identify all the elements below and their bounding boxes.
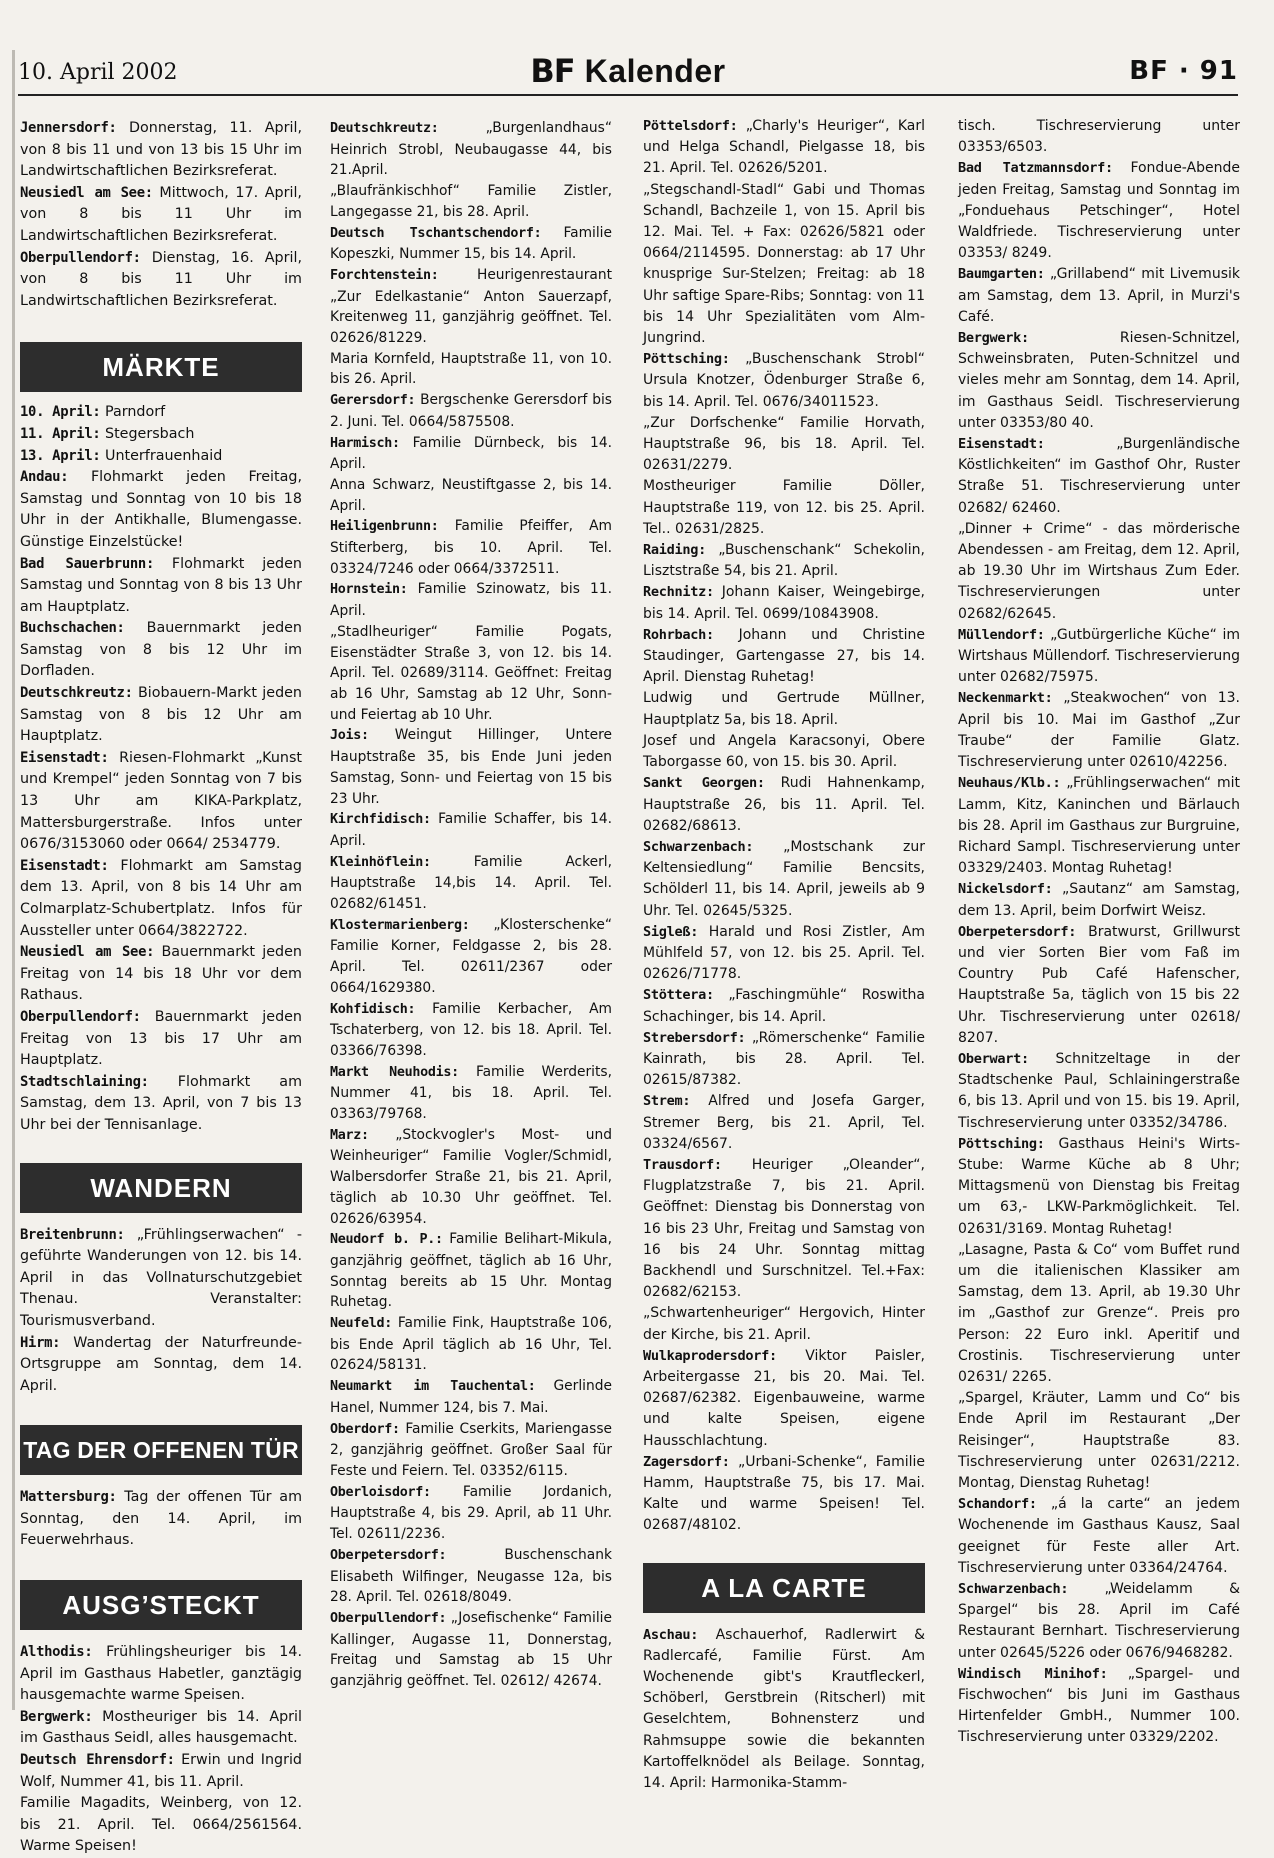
listing-place: 10. April: (20, 404, 101, 421)
listing-place: Neusiedl am See: (20, 184, 153, 201)
listing-entry (20, 402, 302, 424)
listing-entry (20, 1225, 302, 1333)
listing-entry (643, 476, 925, 540)
listing-entry (958, 264, 1240, 328)
listing-text: Tag der offenen Tür am Sonntag, den 14. April, im Feuerwehrhaus. (20, 1489, 302, 1549)
listing-entry (958, 922, 1240, 1049)
wandern-list (20, 1225, 302, 1398)
listing-place: Sankt Georgen: (643, 775, 765, 792)
listing-place: Oberwart: (958, 1050, 1029, 1067)
listing-place: Oberloisdorf: (330, 1484, 431, 1500)
listing-entry (330, 1125, 612, 1230)
listing-entry (643, 1625, 925, 1795)
listing-text: „Spargel, Kräuter, Lamm und Co“ bis Ende April im Restaurant „Der Reisinger“, Hauptstraße 83. Tischreservierung unter 02631/2212. Montag, Dienstag Ruhetag! (958, 1390, 1240, 1491)
listing-place: Marz: (330, 1127, 369, 1143)
listing-entry (330, 349, 612, 390)
listing-text: Flohmarkt am Samstag, dem 13. April, von 7 bis 13 Uhr bei der Tennisanlage. (20, 1073, 302, 1133)
listing-text: „Dinner + Crime“ - das mörderische Abendessen - am Freitag, dem 12. April, ab 19.30 Uhr im Wirtshaus Zum Eder. Tischreservierungen unter 02682/62645. (958, 520, 1240, 622)
listing-place: Stöttera: (643, 987, 714, 1004)
listing-place: Bad Tatzmannsdorf: (958, 160, 1113, 177)
listing-entry (643, 1452, 925, 1537)
listing-text: Stegersbach (100, 425, 195, 442)
listing-entry (958, 116, 1240, 158)
listing-text: Bauernmarkt jeden Freitag von 14 bis 18 Uhr vor dem Rathaus. (20, 944, 302, 1004)
section-heading-wandern: WANDERN (20, 1163, 302, 1213)
listing-entry (20, 1007, 302, 1072)
listing-entry (330, 725, 612, 809)
listing-entry (643, 180, 925, 350)
listing-text: Familie Magadits, Weinberg, von 12. bis 21. April. Tel. 0664/2561564. Warme Speisen! (20, 1795, 302, 1855)
listing-place: Neufeld: (330, 1316, 393, 1332)
listing-entry (643, 1028, 925, 1092)
listing-text: Johann Kaiser, Weingebirge, bis 14. April. Tel. 0699/10843908. (643, 584, 925, 622)
listing-text: Familie Kopeszki, Nummer 15, bis 14. April. (330, 224, 612, 263)
listing-place: Hirm: (20, 1334, 61, 1351)
listing-entry (958, 1049, 1240, 1134)
section-heading-tag-der-offenen-tuer: TAG DER OFFENEN TÜR (20, 1425, 302, 1475)
listing-place: Oberdorf: (330, 1421, 400, 1437)
page-number: BF · 91 (1129, 56, 1238, 86)
listing-entry (958, 1664, 1240, 1749)
listing-text: Parndorf (100, 404, 166, 421)
listing-entry (330, 915, 612, 999)
listing-place: Mattersburg: (20, 1489, 117, 1506)
listing-text: „Buschenschank Strobl“ Ursula Knotzer, Ödenburger Straße 6, bis 14. April. Tel. 0676/34011523. (643, 351, 925, 410)
listing-entry (330, 999, 612, 1062)
listing-entry (330, 1482, 612, 1545)
column-3 (643, 116, 925, 1794)
listing-place: Deutsch Tschantschendorf: (330, 225, 542, 241)
listing-text: Flohmarkt jeden Freitag, Samstag und Sonntag von 10 bis 18 Uhr in der Antikhalle, Blumengasse. Günstige Einzelstücke! (20, 469, 302, 550)
listing-entry (643, 773, 925, 837)
listing-entry (330, 1376, 612, 1418)
listing-place: 11. April: (20, 425, 101, 442)
listing-text: „Stegschandl-Stadl“ Gabi und Thomas Schandl, Bachzeile 1, von 15. April bis 12. Mai. Tel. + Fax: 02626/5821 oder 0664/2114595. Donnerstag: ab 17 Uhr knusprige Sur-Stelzen; Freitag: ab 18 Uhr saftige Spare-Ribs; Sonntag: von 11 bis 14 Uhr Spezialitäten vom Alm-Jungrind. (643, 181, 925, 347)
listing-text: Harald und Rosi Zistler, Am Mühlfeld 57, von 12. bis 25. April. Tel. 02626/71778. (643, 923, 925, 983)
listing-text: „Urbani-Schenke“, Familie Hamm, Hauptstraße 75, bis 17. Mai. Kalte und warme Speisen! Tel. 02687/48102. (643, 1453, 925, 1534)
listing-place: Oberpullendorf: (20, 1008, 141, 1025)
listing-entry (958, 688, 1240, 773)
listing-place: Hornstein: (330, 582, 408, 598)
bf-logo: BF (530, 52, 575, 90)
listing-place: Windisch Minihof: (958, 1665, 1108, 1682)
listing-place: Aschau: (643, 1626, 699, 1643)
listing-text: Familie Cserkits, Mariengasse 2, ganzjährig geöffnet. Großer Saal für Feste und Feiern. Tel. 03352/6115. (330, 1420, 612, 1479)
intro-list (20, 118, 302, 312)
listing-entry (20, 183, 302, 248)
listing-text: Bauernmarkt jeden Samstag von 8 bis 12 Uhr im Dorfladen. (20, 620, 302, 680)
listing-place: Neuhaus/Klb.: (958, 775, 1061, 792)
listing-text: Rudi Hahnenkamp, Hauptstraße 26, bis 11. April. Tel. 02682/68613. (643, 775, 926, 834)
listing-place: Schandorf: (958, 1496, 1037, 1513)
listing-text: Familie Belihart-Mikula, ganzjährig geöffnet, täglich ab 16 Uhr, Sonntag bereits ab 15 Uhr. Montag Ruhetag. (330, 1231, 612, 1311)
listing-text: Aschauerhof, Radlerwirt & Radlercafé, Familie Fürst. Am Wochenende gibt's Krautfleckerl, Schöberl, Gerstbrein (Ritscherl) mit Geselchtem, Bohnensterz und Rahmsuppe sowie die bekannten Kartoffelknödel als Beilage. Sonntag, 14. April: Harmonika-Stamm- (643, 1626, 925, 1792)
column-4 (958, 116, 1240, 1749)
section-heading-maerkte: MÄRKTE (20, 342, 302, 392)
listing-entry (643, 1346, 925, 1452)
listing-text: Bratwurst, Grillwurst und vier Sorten Bier vom Faß im Country Pub Café Hafenscher, Hauptstraße 5a, täglich von 15 bis 22 Uhr. Tischreservierung unter 02618/ 8207. (958, 923, 1240, 1046)
listing-text: Mostheuriger bis 14. April im Gasthaus Seidl, alles hausgemacht. (20, 1708, 302, 1747)
listing-entry (643, 349, 925, 413)
listing-text: Heuriger „Oleander“, Flugplatzstraße 7, bis 21. April. Geöffnet: Dienstag bis Donnerstag von 16 bis 23 Uhr, Freitag und Samstag von 16 bis 24 Uhr. Sonntag mittag Backhendl und Surschnitzel. Tel.+Fax: 02682/62153. (643, 1156, 925, 1301)
listing-text: Familie Kerbacher, Am Tschaterberg, von 12. bis 18. April. Tel. 03366/76398. (330, 1000, 612, 1059)
listing-place: Pöttsching: (643, 351, 730, 368)
listing-text: Viktor Paisler, Arbeitergasse 21, bis 20. Mai. Tel. 02687/62382. Eigenbauweine, warme und kalte Speisen, eigene Hausschlachtung. (643, 1347, 925, 1449)
listing-entry (643, 1303, 925, 1345)
listing-text: „Faschingmühle“ Roswitha Schachinger, bis 14. April. (643, 987, 925, 1025)
ausgsteckt-list-continued (330, 118, 612, 1692)
listing-text: Johann und Christine Staudinger, Gartengasse 27, bis 14. April. Dienstag Ruhetag! (643, 626, 925, 686)
listing-text: Fondue-Abende jeden Freitag, Samstag und Sonntag im „Fonduehaus Petschinger“, Hotel Waldfriede. Tischreservierung unter 03353/ 8249. (958, 160, 1241, 262)
listing-text: Anna Schwarz, Neustiftgasse 2, bis 14. April. (330, 476, 612, 514)
listing-place: Harmisch: (330, 435, 400, 451)
listing-text: „á la carte“ an jedem Wochenende im Gasthaus Kausz, Saal geeignet für Feste aller Art. Tischreservierung unter 03364/24764. (958, 1496, 1240, 1576)
listing-place: Kirchfidisch: (330, 812, 431, 828)
ausgsteckt-list-continued-2 (643, 116, 925, 1537)
listing-place: Bad Sauerbrunn: (20, 555, 155, 572)
listing-entry (958, 1388, 1240, 1494)
listing-place: Zagersdorf: (643, 1453, 730, 1470)
listing-entry (643, 116, 925, 180)
listing-text: „Josefischenke“ Familie Kallinger, Augasse 11, Donnerstag, Freitag und Samstag ab 15 Uhr ganzjährig geöffnet. Tel. 02612/ 42674. (330, 1609, 612, 1690)
ausgsteckt-list (20, 1642, 302, 1858)
listing-text: Buschenschank Elisabeth Wilfinger, Neugasse 12a, bis 28. April. Tel. 02618/8049. (330, 1546, 612, 1606)
listing-text: Wandertag der Naturfreunde-Ortsgruppe am Sonntag, dem 14. April. (20, 1334, 302, 1394)
listing-place: Bergwerk: (20, 1708, 93, 1725)
listing-entry (20, 467, 302, 553)
listing-text: Riesen-Schnitzel, Schweinsbraten, Puten-Schnitzel und vieles mehr am Sonntag, dem 14. April, im Gasthaus Seidl. Tischreservierung unter 03353/80 40. (958, 330, 1240, 431)
listing-place: Kohfidisch: (330, 1001, 416, 1017)
listing-entry (330, 809, 612, 851)
listing-text: „Sautanz“ am Samstag, dem 13. April, beim Dorfwirt Weisz. (958, 881, 1240, 919)
listing-entry (958, 158, 1240, 264)
listing-text: „Frühlingserwachen“ - geführte Wanderungen von 12. bis 14. April in das Vollnaturschutzgebiet Thenau. Veranstalter: Tourismusverband. (20, 1226, 302, 1329)
listing-text: „Grillabend“ mit Livemusik am Samstag, dem 13. April, in Murzi's Café. (958, 266, 1240, 325)
listing-entry (20, 424, 302, 446)
listing-entry (958, 773, 1240, 879)
issue-date: 10. April 2002 (18, 60, 178, 85)
listing-entry (20, 618, 302, 683)
listing-place: Stadtschlaining: (20, 1073, 149, 1090)
listing-entry (330, 1062, 612, 1125)
listing-entry (330, 1313, 612, 1376)
listing-entry (643, 1155, 925, 1303)
listing-place: Forchtenstein: (330, 267, 439, 283)
listing-place: Wulkaprodersdorf: (643, 1347, 777, 1364)
listing-entry (958, 434, 1240, 519)
listing-entry (643, 582, 925, 624)
listing-entry (330, 852, 612, 915)
listing-entry (643, 837, 925, 922)
listing-text: „Stadlheuriger“ Familie Pogats, Eisenstädter Straße 3, von 12. bis 14. April. Tel. 02689/3114. Geöffnet: Freitag ab 16 Uhr, Samstag ab 12 Uhr, Sonn- und Feiertag ab 10 Uhr. (330, 623, 612, 723)
listing-entry (643, 922, 925, 986)
listing-text: Flohmarkt am Samstag dem 13. April, von 8 bis 14 Uhr am Colmarplatz-Schubertplatz. Infos für Aussteller unter 0664/3822722. (20, 857, 302, 939)
listing-entry (958, 1240, 1240, 1388)
listing-place: Jois: (330, 728, 369, 744)
listing-text: „Spargel- und Fischwochen“ bis Juni im Gasthaus Hirtenfelder GmbH., Nummer 100. Tischreservierung unter 03329/2202. (958, 1665, 1241, 1746)
listing-place: Neckenmarkt: (958, 690, 1053, 707)
listing-place: Breitenbrunn: (20, 1226, 125, 1243)
listing-place: Deutschkreutz: (330, 121, 439, 136)
section-title: Kalender (584, 53, 726, 89)
listing-entry (20, 856, 302, 942)
listing-text: „Klosterschenke“ Familie Korner, Feldgasse 2, bis 28. April. Tel. 02611/2367 oder 0664/1629380. (330, 916, 612, 996)
listing-place: Pöttelsdorf: (643, 118, 738, 134)
listing-place: Eisenstadt: (20, 749, 109, 766)
listing-text: Mittwoch, 17. April, von 8 bis 11 Uhr im Landwirtschaftlichen Bezirksreferat. (20, 184, 302, 244)
listing-place: Neusiedl am See: (20, 944, 155, 961)
tag-der-offenen-tuer-list (20, 1487, 302, 1552)
listing-entry (958, 625, 1240, 689)
listing-place: Sigleß: (643, 923, 699, 940)
listing-text: „Schwartenheuriger“ Hergovich, Hinter der Kirche, bis 21. April. (643, 1305, 925, 1343)
page-edge-shadow (12, 50, 15, 1710)
listing-place: Oberpetersdorf: (330, 1547, 447, 1563)
listing-text: „Burgenländische Köstlichkeiten“ im Gasthof Ohr, Ruster Straße 51. Tischreservierung unter 02682/ 62460. (958, 436, 1240, 516)
listing-entry (20, 1750, 302, 1793)
listing-place: Trausdorf: (643, 1156, 722, 1173)
listing-entry (330, 181, 612, 222)
listing-text: Familie Ackerl, Hauptstraße 14,bis 14. April. Tel. 02682/61451. (330, 853, 612, 913)
listing-entry (643, 625, 925, 689)
listing-text: Ludwig und Gertrude Müllner, Hauptplatz 5a, bis 18. April. (643, 690, 925, 728)
listing-entry (958, 879, 1240, 921)
listing-text: Biobauern-Markt jeden Samstag von 8 bis 12 Uhr am Hauptplatz. (20, 685, 302, 745)
maerkte-list (20, 402, 302, 1136)
listing-place: Neumarkt im Tauchental: (330, 1379, 536, 1395)
listing-place: Eisenstadt: (958, 436, 1045, 453)
listing-entry (20, 1487, 302, 1552)
listing-entry (330, 1545, 612, 1608)
listing-entry (958, 328, 1240, 434)
listing-place: Gerersdorf: (330, 393, 416, 409)
listing-text: Mostheuriger Familie Döller, Hauptstraße 119, von 12. bis 25. April. Tel.. 02631/2825. (643, 478, 925, 537)
listing-text: „Mostschank zur Keltensiedlung“ Familie Bencsits, Schölderl 11, bis 14. April, jeweils ab 9 Uhr. Tel. 02645/5325. (643, 838, 925, 919)
listing-entry (20, 446, 302, 468)
listing-text: Bergschenke Gerersdorf bis 2. Juni. Tel. 0664/5875508. (330, 392, 612, 430)
listing-text: tisch. Tischreservierung unter 03353/6503. (958, 118, 1240, 156)
listing-text: Josef und Angela Karacsonyi, Obere Taborgasse 60, von 15. bis 30. April. (643, 732, 925, 771)
listing-text: Familie Schaffer, bis 14. April. (330, 811, 612, 849)
listing-text: Gasthaus Heini's Wirts-Stube: Warme Küche ab 8 Uhr; Mittagsmenü von Dienstag bis Freitag um 63,- LKW-Parkmöglichkeit. Tel. 02631/3169. Montag Ruhetag! (958, 1135, 1240, 1237)
listing-text: Familie Fink, Hauptstraße 106, bis Ende April täglich ab 16 Uhr, Tel. 02624/58131. (330, 1315, 612, 1374)
listing-place: Schwarzenbach: (958, 1581, 1069, 1598)
listing-entry (20, 683, 302, 748)
listing-entry (20, 942, 302, 1007)
listing-place: Strem: (643, 1093, 691, 1110)
listing-place: Oberpullendorf: (330, 1610, 447, 1626)
listing-entry (330, 1419, 612, 1482)
column-1 (20, 118, 302, 1858)
listing-text: Frühlingsheuriger bis 14. April im Gasthaus Habetler, ganztägig hausgemachte warme Speisen. (20, 1644, 302, 1704)
listing-text: Bauernmarkt jeden Freitag von 13 bis 17 Uhr am Hauptplatz. (20, 1008, 302, 1069)
listing-place: Bergwerk: (958, 330, 1029, 347)
listing-entry (643, 413, 925, 477)
listing-text: Alfred und Josefa Garger, Stremer Berg, bis 21. April, Tel. 03324/6567. (643, 1093, 925, 1152)
listing-entry (643, 540, 925, 582)
section-heading-ausgsteckt: AUSG’STECKT (20, 1580, 302, 1630)
listing-text: „Blaufränkischhof“ Familie Zistler, Langegasse 21, bis 28. April. (330, 183, 612, 220)
listing-entry (643, 731, 925, 773)
listing-place: Andau: (20, 469, 69, 486)
listing-place: Rohrbach: (643, 626, 714, 643)
section-heading-a-la-carte: A LA CARTE (643, 1563, 925, 1613)
listing-text: Familie Jordanich, Hauptstraße 4, bis 29. April, ab 11 Uhr. Tel. 02611/2236. (330, 1483, 612, 1543)
listing-place: Raiding: (643, 542, 706, 559)
listing-entry (958, 1134, 1240, 1240)
listing-text: Donnerstag, 11. April, von 8 bis 11 und von 13 bis 15 Uhr im Landwirtschaftlichen Bezirksreferat. (20, 120, 302, 180)
listing-entry (330, 579, 612, 621)
listing-place: Deutschkreutz: (20, 685, 133, 702)
listing-text: „Stockvogler's Most- und Weinheuriger“ Familie Vogler/Schmidl, Walbersdorfer Straße 21, bis 21. April, täglich ab 10.30 Uhr geöffnet. Tel. 02626/63954. (330, 1126, 612, 1227)
listing-text: Gerlinde Hanel, Nummer 124, bis 7. Mai. (330, 1378, 612, 1416)
listing-text: „Buschenschank“ Schekolin, Lisztstraße 54, bis 21. April. (643, 542, 925, 580)
listing-text: Erwin und Ingrid Wolf, Nummer 41, bis 11. April. (20, 1752, 303, 1790)
listing-text: „Weidelamm & Spargel“ bis 28. April im Café Restaurant Bernhart. Tischreservierung unter 02645/5226 oder 0676/9468282. (958, 1581, 1240, 1661)
listing-entry (20, 1333, 302, 1398)
listing-place: Jennersdorf: (20, 120, 117, 136)
listing-place: Strebersdorf: (643, 1029, 746, 1046)
listing-entry (643, 985, 925, 1027)
listing-place: Schwarzenbach: (643, 838, 754, 855)
listing-entry (20, 118, 302, 183)
listing-entry (20, 554, 302, 619)
listing-text: Familie Dürnbeck, bis 14. April. (330, 434, 612, 473)
listing-text: „Römerschenke“ Familie Kainrath, bis 28. April. Tel. 02615/87382. (643, 1029, 925, 1089)
listing-text: Schnitzeltage in der Stadtschenke Paul, Schlainingerstraße 6, bis 13. April und von 15. bis 19. April, Tischreservierung unter 03352/34786. (958, 1050, 1240, 1131)
listing-place: Oberpetersdorf: (958, 923, 1077, 940)
listing-text: „Lasagne, Pasta & Co“ vom Buffet rund um die italienischen Klassiker am Samstag, dem 13. April, ab 19.30 Uhr im „Gasthof zur Grenze“. Preis pro Person: 22 Euro inkl. Aperitif und Crostinis. Tischreservierung unter 02631/ 2265. (958, 1241, 1240, 1385)
listing-entry (330, 1608, 612, 1692)
page-header (18, 48, 1238, 96)
listing-entry (330, 223, 612, 265)
listing-entry (20, 748, 302, 856)
listing-text: „Charly's Heuriger“, Karl und Helga Schandl, Pielgasse 18, bis 21. April. Tel. 02626/5201. (643, 118, 925, 177)
listing-entry (330, 475, 612, 516)
listing-place: Nickelsdorf: (958, 881, 1053, 898)
listing-place: Markt Neuhodis: (330, 1064, 459, 1080)
listing-place: Baumgarten: (958, 266, 1045, 283)
listing-entry (330, 1229, 612, 1313)
listing-text: „Frühlingserwachen“ mit Lamm, Kitz, Kaninchen und Bärlauch bis 28. April im Gasthaus zur Burgruine, Richard Sampl. Tischreservierung unter 03329/2403. Montag Ruhetag! (958, 775, 1240, 877)
listing-text: „Zur Dorfschenke“ Familie Horvath, Hauptstraße 96, bis 18. April. Tel. 02631/2279. (643, 414, 925, 474)
listing-place: Kleinhöflein: (330, 854, 431, 870)
a-la-carte-list-continued (958, 116, 1240, 1749)
listing-text: Familie Szinowatz, bis 11. April. (330, 581, 612, 620)
listing-text: Weingut Hillinger, Untere Hauptstraße 35, bis Ende Juni jeden Samstag, Sonn- und Feiertag von 15 bis 23 Uhr. (330, 727, 612, 807)
listing-text: Familie Werderits, Nummer 41, bis 18. April. Tel. 03363/79768. (330, 1063, 612, 1123)
listing-text: Unterfrauenhaid (100, 447, 223, 464)
listing-text: „Steakwochen“ von 13. April bis 10. Mai im Gasthof „Zur Traube“ der Familie Glatz. Tischreservierung unter 02610/42256. (958, 690, 1240, 771)
listing-place: Deutsch Ehrensdorf: (20, 1752, 175, 1769)
listing-text: Familie Pfeiffer, Am Stifterberg, bis 10. April. Tel. 03324/7246 oder 0664/3372511. (330, 518, 612, 577)
listing-entry (958, 1579, 1240, 1664)
listing-entry (20, 1642, 302, 1707)
listing-entry (330, 622, 612, 726)
listing-place: Klostermarienberg: (330, 917, 470, 933)
listing-place: Buchschachen: (20, 620, 125, 637)
listing-text: „Gutbürgerliche Küche“ im Wirtshaus Müllendorf. Tischreservierung unter 02682/75975. (958, 626, 1240, 686)
listing-place: Pöttsching: (958, 1135, 1045, 1152)
listing-text: Flohmarkt jeden Samstag und Sonntag von 8 bis 13 Uhr am Hauptplatz. (20, 555, 302, 615)
listing-entry (20, 248, 302, 313)
listing-entry (958, 519, 1240, 625)
listing-entry (330, 433, 612, 475)
listing-text: „Burgenlandhaus“ Heinrich Strobl, Neubaugasse 44, bis 21.April. (330, 120, 612, 179)
listing-text: Heurigenrestaurant „Zur Edelkastanie“ Anton Sauerzapf, Kreitenweg 11, ganzjährig geöffnet. Tel. 02626/81229. (330, 266, 612, 347)
listing-entry (20, 1072, 302, 1137)
listing-entry (330, 265, 612, 349)
listing-entry (20, 1707, 302, 1750)
listing-entry (643, 688, 925, 730)
listing-entry (20, 1793, 302, 1858)
listing-text: Riesen-Flohmarkt „Kunst und Krempel“ jeden Sonntag von 7 bis 13 Uhr am KIKA-Parkplatz, Mattersburgerstraße. Infos unter 0676/3153060 oder 0664/ 2534779. (20, 749, 302, 853)
listing-place: Heiligenbrunn: (330, 519, 439, 535)
listing-entry (958, 1494, 1240, 1579)
page-title (18, 52, 1238, 90)
listing-place: Eisenstadt: (20, 857, 109, 874)
listing-place: Rechnitz: (643, 584, 714, 601)
listing-place: Oberpullendorf: (20, 249, 141, 266)
listing-entry (330, 390, 612, 432)
listing-entry (330, 516, 612, 579)
listing-place: 13. April: (20, 447, 101, 464)
listing-place: Neudorf b. P.: (330, 1232, 443, 1248)
listing-text: Dienstag, 16. April, von 8 bis 11 Uhr im Landwirtschaftlichen Bezirksreferat. (20, 249, 302, 309)
listing-entry (330, 118, 612, 181)
column-2 (330, 118, 612, 1692)
listing-entry (643, 1091, 925, 1155)
a-la-carte-list (643, 1625, 925, 1795)
listing-place: Althodis: (20, 1644, 93, 1661)
listing-place: Müllendorf: (958, 626, 1045, 643)
listing-text: Maria Kornfeld, Hauptstraße 11, von 10. bis 26. April. (330, 350, 612, 388)
